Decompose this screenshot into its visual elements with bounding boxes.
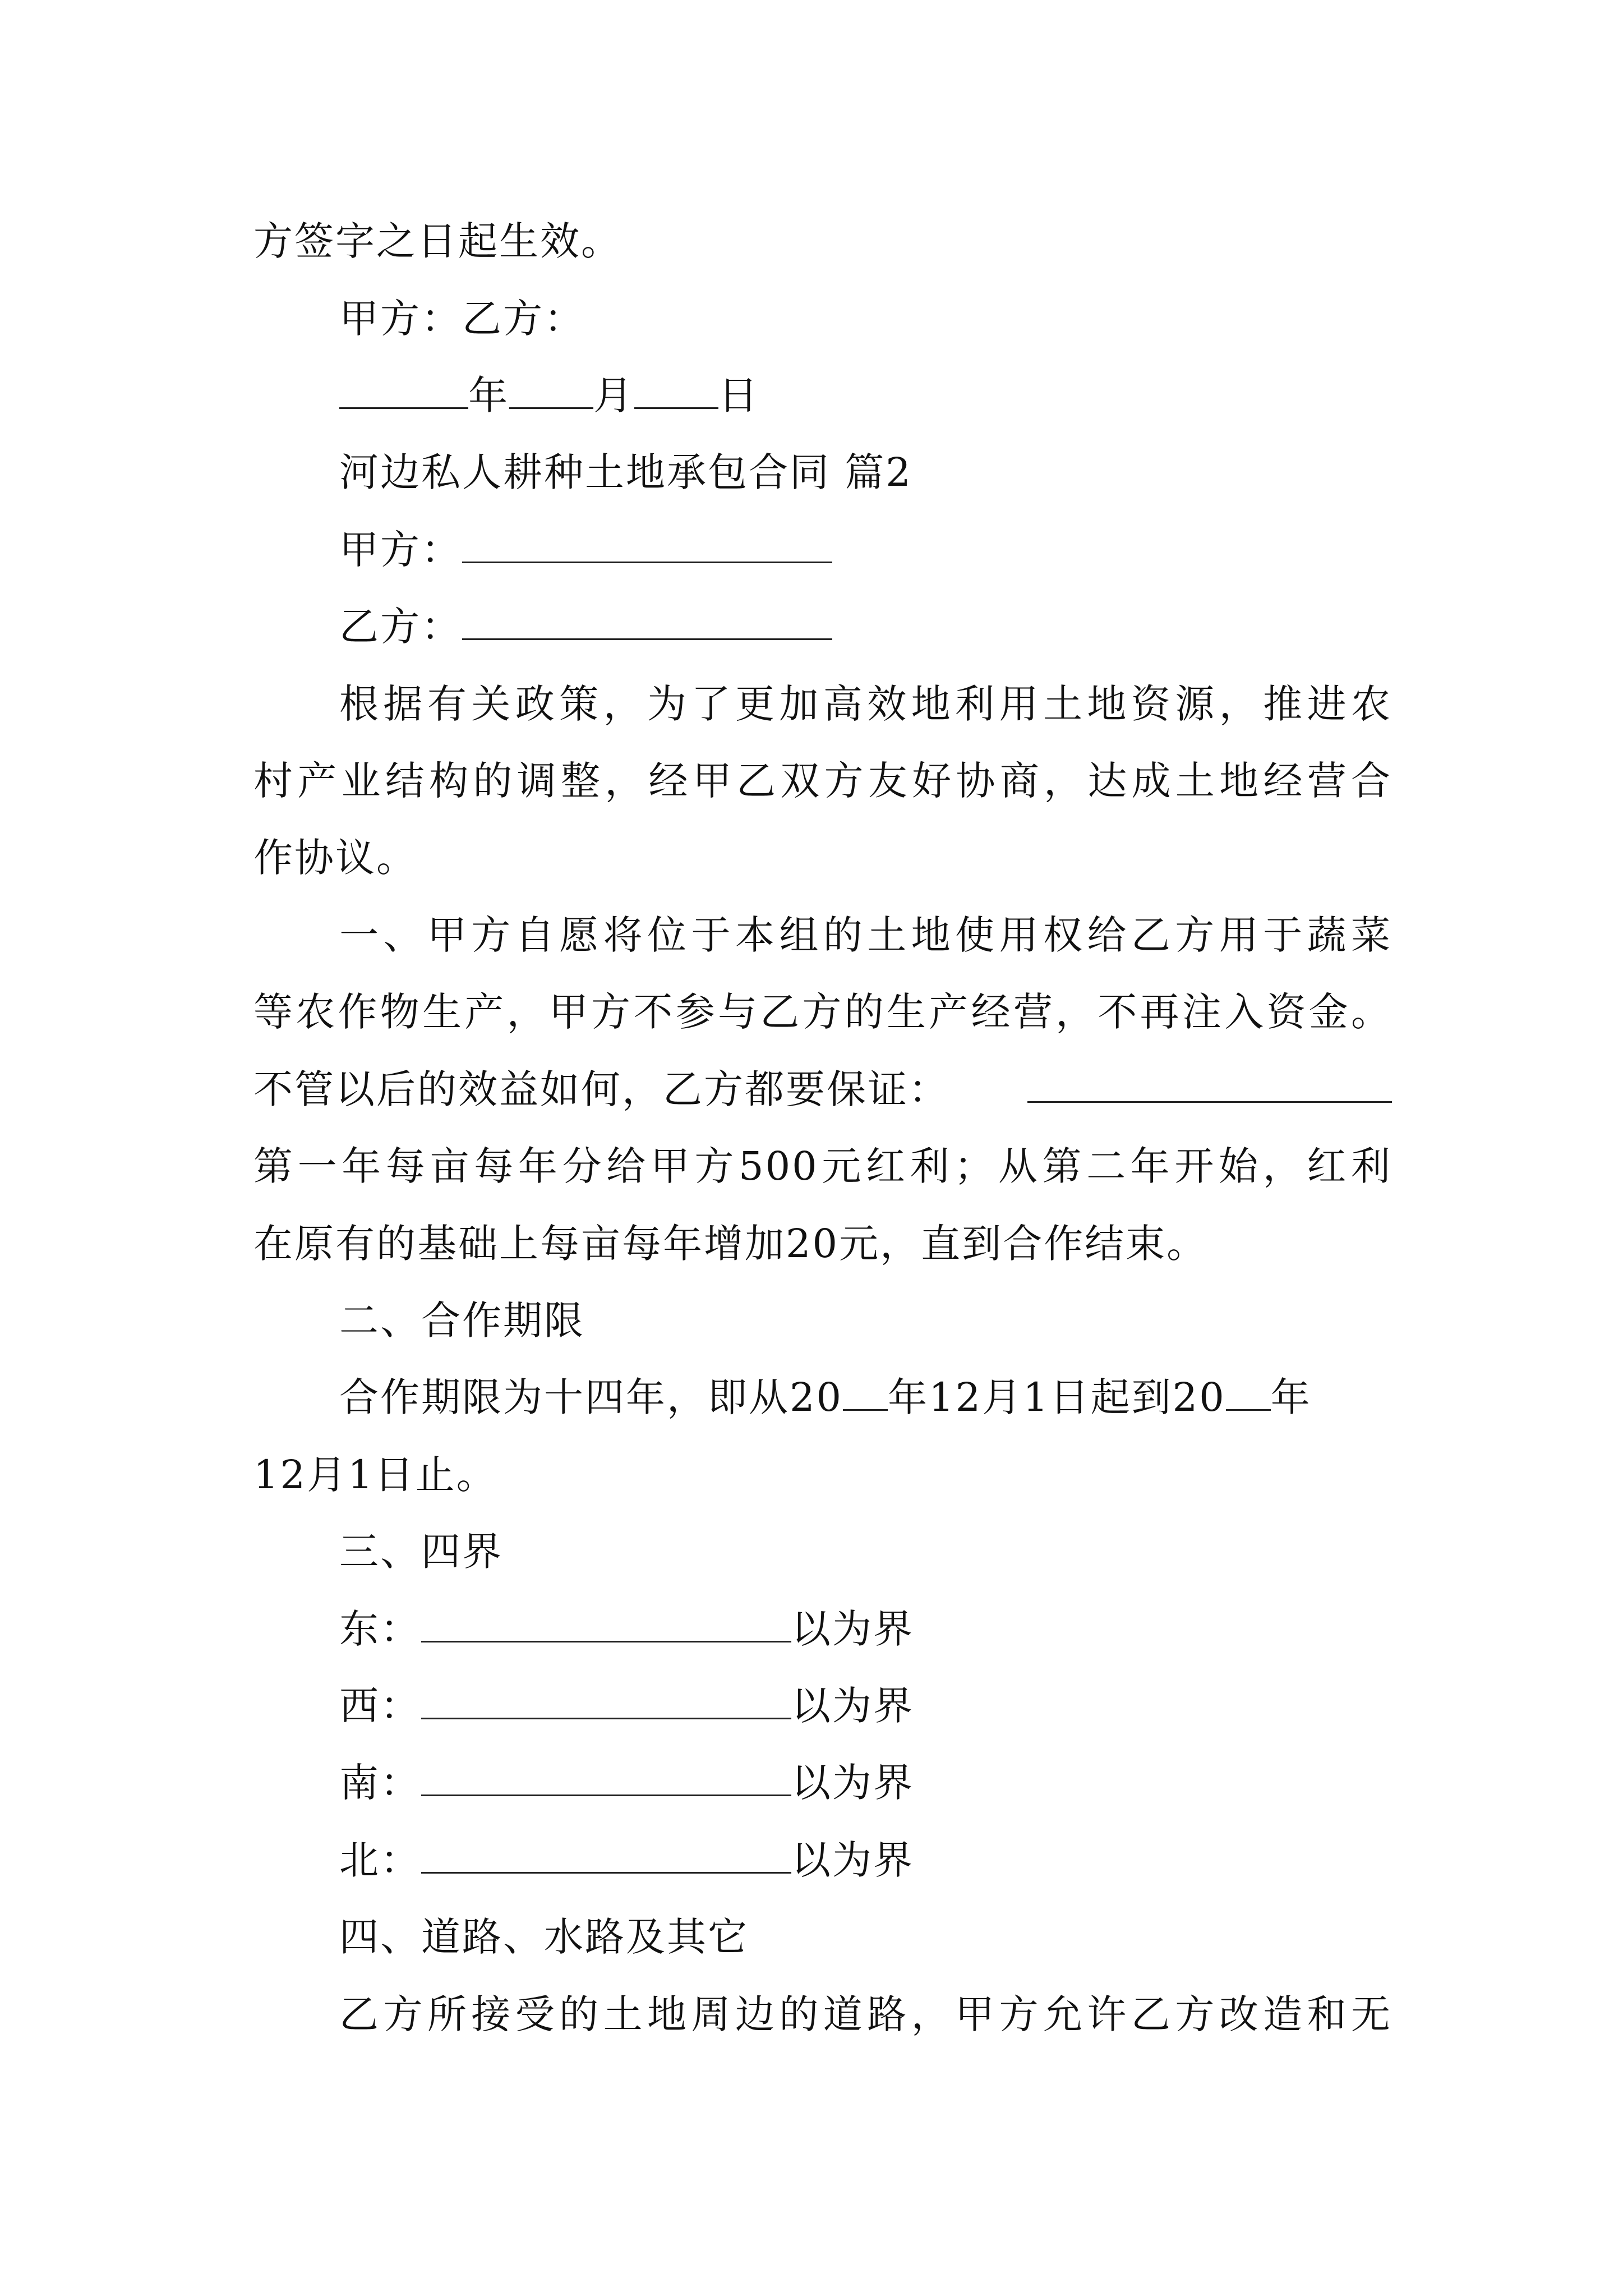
blank-field: [843, 1378, 888, 1411]
boundary-south: 南： 以为界: [339, 1760, 914, 1806]
blank-field: [1027, 1070, 1392, 1103]
blank-field: [509, 376, 593, 409]
paragraph-line: 乙方所接受的土地周边的道路，甲方允许乙方改造和无: [339, 1991, 1392, 2037]
blank-field: [421, 1841, 791, 1874]
signature-line: 甲方：乙方：: [339, 296, 585, 342]
party-b-line: 乙方：: [339, 607, 832, 646]
paragraph-line: 村产业结构的调整，经甲乙双方友好协商，达成土地经营合: [253, 758, 1392, 804]
blank-field: [339, 376, 468, 409]
boundary-east: 东： 以为界: [339, 1606, 914, 1652]
paragraph-line: 在原有的基础上每亩每年增加20元，直到合作结束。: [253, 1221, 1208, 1267]
section-heading: 三、四界: [339, 1529, 503, 1575]
date-line: 年 月 日: [339, 376, 759, 415]
paragraph-line: 作协议。: [253, 835, 417, 881]
paragraph-line: 等农作物生产，甲方不参与乙方的生产经营，不再注入资金。: [253, 989, 1392, 1035]
section-heading: 二、合作期限: [339, 1297, 585, 1343]
blank-field: [462, 607, 832, 640]
boundary-north: 北： 以为界: [339, 1837, 914, 1883]
paragraph-line: 根据有关政策，为了更加高效地利用土地资源，推进农: [339, 681, 1392, 727]
section-title: 河边私人耕种土地承包合同 篇2: [339, 449, 912, 495]
section-heading: 四、道路、水路及其它: [339, 1914, 749, 1960]
paragraph-line: 合作期限为十四年，即从20 年12月1日起到20 年: [339, 1374, 1312, 1420]
blank-field: [421, 1609, 791, 1642]
blank-field: [1226, 1378, 1271, 1411]
paragraph-line: 不管以后的效益如何，乙方都要保证：: [253, 1070, 1392, 1109]
text-line: 方签字之日起生效。: [253, 218, 622, 264]
paragraph-line: 12月1日止。: [253, 1452, 497, 1498]
blank-field: [421, 1763, 791, 1796]
blank-field: [462, 530, 832, 563]
paragraph-line: 一、甲方自愿将位于本组的土地使用权给乙方用于蔬菜: [339, 912, 1392, 958]
paragraph-line: 第一年每亩每年分给甲方500元红利；从第二年开始，红利: [253, 1143, 1392, 1189]
boundary-west: 西： 以为界: [339, 1683, 914, 1729]
party-a-line: 甲方：: [339, 530, 832, 569]
blank-field: [421, 1686, 791, 1719]
blank-field: [634, 376, 718, 409]
